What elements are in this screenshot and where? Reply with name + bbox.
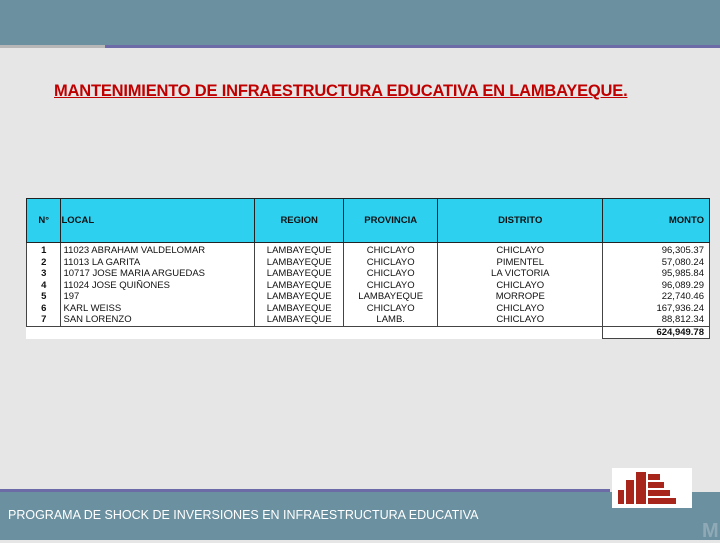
- table-row: [27, 268, 710, 280]
- total-spacer: [27, 326, 603, 339]
- cell-num: 7: [27, 314, 61, 326]
- cell-distrito: PIMENTEL: [438, 257, 603, 269]
- header-distrito: DISTRITO: [438, 199, 603, 243]
- cell-local: 197: [61, 291, 255, 303]
- cell-monto: 57,080.24: [603, 257, 710, 269]
- cell-num: 5: [27, 291, 61, 303]
- cell-local: 10717 JOSE MARIA ARGUEDAS: [61, 268, 255, 280]
- cell-region: LAMBAYEQUE: [255, 314, 344, 326]
- cell-monto: 95,985.84: [603, 268, 710, 280]
- cell-local: 11013 LA GARITA: [61, 257, 255, 269]
- header-monto: MONTO: [603, 199, 710, 243]
- table-row: [27, 280, 710, 292]
- bars-logo-icon: [612, 468, 692, 508]
- investment-table: [26, 198, 710, 339]
- cell-provincia: CHICLAYO: [343, 280, 437, 292]
- cell-distrito: CHICLAYO: [438, 280, 603, 292]
- logo: [612, 468, 692, 508]
- cell-num: 4: [27, 280, 61, 292]
- cell-local: SAN LORENZO: [61, 314, 255, 326]
- cell-provincia: CHICLAYO: [343, 243, 437, 257]
- cell-region: LAMBAYEQUE: [255, 268, 344, 280]
- cell-distrito: CHICLAYO: [438, 303, 603, 315]
- cell-region: LAMBAYEQUE: [255, 291, 344, 303]
- cell-distrito: MORROPE: [438, 291, 603, 303]
- cell-monto: 167,936.24: [603, 303, 710, 315]
- cell-distrito: CHICLAYO: [438, 243, 603, 257]
- top-band: [0, 0, 720, 45]
- table-total-row: [27, 326, 710, 339]
- cell-distrito: LA VICTORIA: [438, 268, 603, 280]
- table-row: [27, 303, 710, 315]
- cell-region: LAMBAYEQUE: [255, 243, 344, 257]
- cell-region: LAMBAYEQUE: [255, 280, 344, 292]
- corner-letter: M: [702, 520, 719, 542]
- cell-region: LAMBAYEQUE: [255, 303, 344, 315]
- cell-region: LAMBAYEQUE: [255, 257, 344, 269]
- footer-text: PROGRAMA DE SHOCK DE INVERSIONES EN INFRAESTRUCTURA EDUCATIVA: [8, 508, 479, 522]
- header-provincia: PROVINCIA: [343, 199, 437, 243]
- table-header-row: [27, 199, 710, 243]
- cell-num: 6: [27, 303, 61, 315]
- header-region: REGION: [255, 199, 344, 243]
- slide-title: MANTENIMIENTO DE INFRAESTRUCTURA EDUCATIVA EN LAMBAYEQUE.: [54, 82, 628, 100]
- header-num: N°: [27, 199, 61, 243]
- cell-provincia: LAMBAYEQUE: [343, 291, 437, 303]
- cell-num: 1: [27, 243, 61, 257]
- cell-provincia: CHICLAYO: [343, 257, 437, 269]
- cell-monto: 96,305.37: [603, 243, 710, 257]
- cell-monto: 96,089.29: [603, 280, 710, 292]
- top-divider-purple: [105, 45, 720, 48]
- cell-num: 2: [27, 257, 61, 269]
- cell-monto: 88,812.34: [603, 314, 710, 326]
- cell-num: 3: [27, 268, 61, 280]
- table-row: [27, 243, 710, 257]
- top-divider-gray: [0, 45, 105, 48]
- cell-monto: 22,740.46: [603, 291, 710, 303]
- cell-local: KARL WEISS: [61, 303, 255, 315]
- header-local: LOCAL: [61, 199, 255, 243]
- cell-local: 11023 ABRAHAM VALDELOMAR: [61, 243, 255, 257]
- table-row: [27, 314, 710, 326]
- total-amount: 624,949.78: [603, 326, 710, 339]
- cell-provincia: CHICLAYO: [343, 303, 437, 315]
- cell-provincia: CHICLAYO: [343, 268, 437, 280]
- cell-distrito: CHICLAYO: [438, 314, 603, 326]
- cell-provincia: LAMB.: [343, 314, 437, 326]
- table-row: [27, 257, 710, 269]
- cell-local: 11024 JOSE QUIÑONES: [61, 280, 255, 292]
- investment-table-container: [26, 198, 710, 339]
- table-row: [27, 291, 710, 303]
